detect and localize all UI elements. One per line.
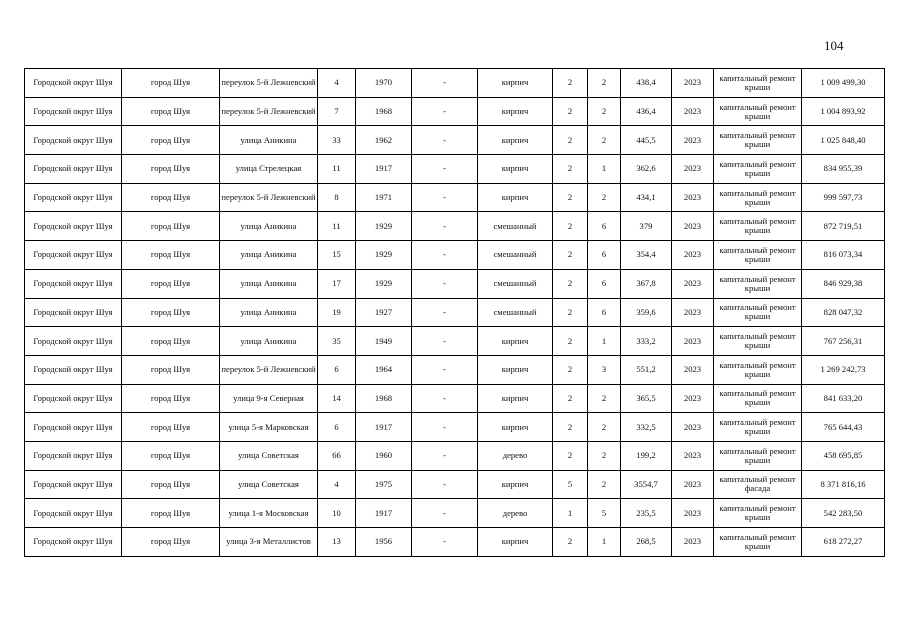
- cell-entrances: 2: [588, 126, 621, 155]
- cell-year-planned: 2023: [672, 69, 714, 98]
- cell-house-number: 6: [318, 413, 356, 442]
- cell-house-number: 14: [318, 384, 356, 413]
- cell-year-built: 1968: [356, 97, 412, 126]
- cell-year-planned: 2023: [672, 126, 714, 155]
- cell-year-built: 1956: [356, 528, 412, 557]
- cell-area: 354,4: [621, 241, 672, 270]
- cell-year-reconstruction: -: [412, 126, 478, 155]
- cell-year-built: 1917: [356, 155, 412, 184]
- cell-work-type: капитальный ремонт крыши: [714, 241, 802, 270]
- cell-house-number: 10: [318, 499, 356, 528]
- cell-wall-material: кирпич: [478, 470, 553, 499]
- cell-street: улица Аникина: [220, 241, 318, 270]
- cell-entrances: 5: [588, 499, 621, 528]
- cell-work-type: капитальный ремонт крыши: [714, 441, 802, 470]
- table-row: [25, 528, 885, 557]
- cell-year-reconstruction: -: [412, 212, 478, 241]
- cell-area: 199,2: [621, 441, 672, 470]
- cell-municipality: Городской округ Шуя: [25, 241, 122, 270]
- cell-settlement: город Шуя: [122, 298, 220, 327]
- cell-settlement: город Шуя: [122, 241, 220, 270]
- cell-floors: 2: [553, 212, 588, 241]
- cell-year-reconstruction: -: [412, 183, 478, 212]
- cell-settlement: город Шуя: [122, 212, 220, 241]
- cell-settlement: город Шуя: [122, 155, 220, 184]
- cell-house-number: 66: [318, 441, 356, 470]
- cell-year-reconstruction: -: [412, 241, 478, 270]
- cell-cost: 841 633,20: [802, 384, 885, 413]
- cell-house-number: 11: [318, 155, 356, 184]
- cell-cost: 767 256,31: [802, 327, 885, 356]
- cell-work-type: капитальный ремонт крыши: [714, 269, 802, 298]
- cell-cost: 1 004 893,92: [802, 97, 885, 126]
- cell-work-type: капитальный ремонт крыши: [714, 384, 802, 413]
- cell-floors: 2: [553, 69, 588, 98]
- cell-municipality: Городской округ Шуя: [25, 327, 122, 356]
- cell-wall-material: смешанный: [478, 212, 553, 241]
- cell-street: переулок 5-й Лежневский: [220, 69, 318, 98]
- cell-floors: 2: [553, 298, 588, 327]
- cell-house-number: 35: [318, 327, 356, 356]
- cell-year-planned: 2023: [672, 212, 714, 241]
- table-row: [25, 241, 885, 270]
- cell-house-number: 7: [318, 97, 356, 126]
- cell-area: 332,5: [621, 413, 672, 442]
- cell-settlement: город Шуя: [122, 69, 220, 98]
- cell-work-type: капитальный ремонт крыши: [714, 126, 802, 155]
- cell-year-reconstruction: -: [412, 470, 478, 499]
- cell-cost: 1 009 499,30: [802, 69, 885, 98]
- cell-municipality: Городской округ Шуя: [25, 499, 122, 528]
- cell-year-reconstruction: -: [412, 269, 478, 298]
- cell-year-planned: 2023: [672, 97, 714, 126]
- table-row: [25, 212, 885, 241]
- cell-wall-material: кирпич: [478, 384, 553, 413]
- cell-municipality: Городской округ Шуя: [25, 183, 122, 212]
- cell-area: 333,2: [621, 327, 672, 356]
- cell-area: 235,5: [621, 499, 672, 528]
- table-row: [25, 126, 885, 155]
- cell-entrances: 2: [588, 97, 621, 126]
- cell-street: улица 5-я Марковская: [220, 413, 318, 442]
- cell-cost: 828 047,32: [802, 298, 885, 327]
- cell-year-built: 1962: [356, 126, 412, 155]
- cell-municipality: Городской округ Шуя: [25, 470, 122, 499]
- table-row: [25, 384, 885, 413]
- cell-year-reconstruction: -: [412, 499, 478, 528]
- cell-entrances: 1: [588, 528, 621, 557]
- cell-work-type: капитальный ремонт крыши: [714, 413, 802, 442]
- cell-cost: 458 695,85: [802, 441, 885, 470]
- table-row: [25, 441, 885, 470]
- cell-wall-material: смешанный: [478, 298, 553, 327]
- cell-year-reconstruction: -: [412, 327, 478, 356]
- cell-wall-material: кирпич: [478, 327, 553, 356]
- cell-settlement: город Шуя: [122, 499, 220, 528]
- table-row: [25, 327, 885, 356]
- cell-area: 367,8: [621, 269, 672, 298]
- cell-street: улица 3-я Металлистов: [220, 528, 318, 557]
- cell-wall-material: кирпич: [478, 528, 553, 557]
- cell-area: 362,6: [621, 155, 672, 184]
- cell-work-type: капитальный ремонт крыши: [714, 355, 802, 384]
- cell-year-planned: 2023: [672, 441, 714, 470]
- cell-wall-material: дерево: [478, 441, 553, 470]
- cell-year-planned: 2023: [672, 327, 714, 356]
- cell-street: улица Аникина: [220, 327, 318, 356]
- cell-entrances: 3: [588, 355, 621, 384]
- cell-year-reconstruction: -: [412, 155, 478, 184]
- cell-municipality: Городской округ Шуя: [25, 355, 122, 384]
- cell-year-reconstruction: -: [412, 69, 478, 98]
- cell-year-built: 1917: [356, 413, 412, 442]
- cell-house-number: 4: [318, 470, 356, 499]
- cell-area: 438,4: [621, 69, 672, 98]
- table-body: [25, 69, 885, 557]
- cell-area: 268,5: [621, 528, 672, 557]
- cell-year-planned: 2023: [672, 155, 714, 184]
- cell-work-type: капитальный ремонт крыши: [714, 327, 802, 356]
- cell-municipality: Городской округ Шуя: [25, 298, 122, 327]
- cell-year-planned: 2023: [672, 528, 714, 557]
- cell-cost: 846 929,38: [802, 269, 885, 298]
- cell-cost: 816 073,34: [802, 241, 885, 270]
- cell-year-planned: 2023: [672, 384, 714, 413]
- cell-street: улица Советская: [220, 441, 318, 470]
- cell-entrances: 1: [588, 155, 621, 184]
- cell-floors: 2: [553, 241, 588, 270]
- cell-year-built: 1975: [356, 470, 412, 499]
- cell-cost: 765 644,43: [802, 413, 885, 442]
- cell-street: улица Аникина: [220, 126, 318, 155]
- table-row: [25, 155, 885, 184]
- cell-street: улица 9-я Северная: [220, 384, 318, 413]
- cell-settlement: город Шуя: [122, 327, 220, 356]
- cell-floors: 2: [553, 269, 588, 298]
- cell-cost: 872 719,51: [802, 212, 885, 241]
- table-row: [25, 298, 885, 327]
- cell-year-planned: 2023: [672, 499, 714, 528]
- cell-entrances: 2: [588, 413, 621, 442]
- cell-area: 359,6: [621, 298, 672, 327]
- cell-year-planned: 2023: [672, 413, 714, 442]
- cell-wall-material: кирпич: [478, 183, 553, 212]
- table-row: [25, 69, 885, 98]
- cell-floors: 2: [553, 528, 588, 557]
- cell-settlement: город Шуя: [122, 413, 220, 442]
- cell-year-reconstruction: -: [412, 441, 478, 470]
- cell-wall-material: кирпич: [478, 413, 553, 442]
- housing-repair-table: [24, 68, 885, 557]
- cell-wall-material: смешанный: [478, 269, 553, 298]
- cell-floors: 2: [553, 384, 588, 413]
- cell-municipality: Городской округ Шуя: [25, 441, 122, 470]
- cell-cost: 1 269 242,73: [802, 355, 885, 384]
- cell-work-type: капитальный ремонт крыши: [714, 155, 802, 184]
- cell-street: переулок 5-й Лежневский: [220, 183, 318, 212]
- cell-year-reconstruction: -: [412, 298, 478, 327]
- cell-wall-material: кирпич: [478, 69, 553, 98]
- cell-municipality: Городской округ Шуя: [25, 155, 122, 184]
- cell-cost: 8 371 816,16: [802, 470, 885, 499]
- cell-street: улица Аникина: [220, 269, 318, 298]
- cell-street: улица Аникина: [220, 298, 318, 327]
- cell-cost: 834 955,39: [802, 155, 885, 184]
- table-row: [25, 499, 885, 528]
- table-row: [25, 183, 885, 212]
- cell-settlement: город Шуя: [122, 441, 220, 470]
- cell-house-number: 4: [318, 69, 356, 98]
- cell-street: переулок 5-й Лежневский: [220, 97, 318, 126]
- cell-house-number: 11: [318, 212, 356, 241]
- table-row: [25, 470, 885, 499]
- cell-floors: 2: [553, 355, 588, 384]
- cell-municipality: Городской округ Шуя: [25, 269, 122, 298]
- cell-floors: 5: [553, 470, 588, 499]
- cell-year-planned: 2023: [672, 269, 714, 298]
- cell-year-planned: 2023: [672, 183, 714, 212]
- cell-work-type: капитальный ремонт крыши: [714, 298, 802, 327]
- cell-settlement: город Шуя: [122, 269, 220, 298]
- cell-entrances: 2: [588, 384, 621, 413]
- cell-wall-material: смешанный: [478, 241, 553, 270]
- table-row: [25, 355, 885, 384]
- table-row: [25, 97, 885, 126]
- cell-work-type: капитальный ремонт крыши: [714, 97, 802, 126]
- cell-area: 379: [621, 212, 672, 241]
- cell-cost: 618 272,27: [802, 528, 885, 557]
- cell-work-type: капитальный ремонт крыши: [714, 212, 802, 241]
- cell-house-number: 6: [318, 355, 356, 384]
- cell-settlement: город Шуя: [122, 470, 220, 499]
- cell-house-number: 13: [318, 528, 356, 557]
- cell-year-built: 1964: [356, 355, 412, 384]
- cell-house-number: 33: [318, 126, 356, 155]
- cell-wall-material: кирпич: [478, 126, 553, 155]
- cell-year-planned: 2023: [672, 355, 714, 384]
- cell-floors: 2: [553, 126, 588, 155]
- cell-area: 365,5: [621, 384, 672, 413]
- cell-house-number: 15: [318, 241, 356, 270]
- cell-settlement: город Шуя: [122, 384, 220, 413]
- cell-work-type: капитальный ремонт крыши: [714, 528, 802, 557]
- cell-municipality: Городской округ Шуя: [25, 528, 122, 557]
- cell-floors: 2: [553, 413, 588, 442]
- cell-work-type: капитальный ремонт крыши: [714, 183, 802, 212]
- cell-area: 3554,7: [621, 470, 672, 499]
- cell-year-built: 1927: [356, 298, 412, 327]
- cell-year-built: 1949: [356, 327, 412, 356]
- cell-street: улица Советская: [220, 470, 318, 499]
- cell-entrances: 2: [588, 69, 621, 98]
- cell-entrances: 6: [588, 269, 621, 298]
- cell-work-type: капитальный ремонт крыши: [714, 499, 802, 528]
- cell-work-type: капитальный ремонт крыши: [714, 69, 802, 98]
- cell-entrances: 1: [588, 327, 621, 356]
- cell-wall-material: кирпич: [478, 155, 553, 184]
- cell-area: 551,2: [621, 355, 672, 384]
- cell-year-planned: 2023: [672, 241, 714, 270]
- cell-settlement: город Шуя: [122, 97, 220, 126]
- cell-entrances: 2: [588, 183, 621, 212]
- cell-cost: 1 025 848,40: [802, 126, 885, 155]
- cell-year-built: 1968: [356, 384, 412, 413]
- cell-year-planned: 2023: [672, 470, 714, 499]
- cell-year-reconstruction: -: [412, 528, 478, 557]
- cell-settlement: город Шуя: [122, 355, 220, 384]
- cell-entrances: 6: [588, 212, 621, 241]
- cell-settlement: город Шуя: [122, 183, 220, 212]
- cell-floors: 2: [553, 183, 588, 212]
- cell-street: улица Аникина: [220, 212, 318, 241]
- table-row: [25, 269, 885, 298]
- cell-house-number: 19: [318, 298, 356, 327]
- cell-year-built: 1929: [356, 212, 412, 241]
- cell-street: улица Стрелецкая: [220, 155, 318, 184]
- cell-year-reconstruction: -: [412, 97, 478, 126]
- cell-wall-material: кирпич: [478, 355, 553, 384]
- cell-floors: 2: [553, 327, 588, 356]
- cell-cost: 542 283,50: [802, 499, 885, 528]
- cell-entrances: 2: [588, 470, 621, 499]
- cell-year-reconstruction: -: [412, 384, 478, 413]
- cell-entrances: 2: [588, 441, 621, 470]
- cell-area: 436,4: [621, 97, 672, 126]
- cell-floors: 1: [553, 499, 588, 528]
- cell-year-planned: 2023: [672, 298, 714, 327]
- cell-work-type: капитальный ремонт фасада: [714, 470, 802, 499]
- cell-house-number: 8: [318, 183, 356, 212]
- cell-wall-material: дерево: [478, 499, 553, 528]
- cell-entrances: 6: [588, 241, 621, 270]
- cell-year-reconstruction: -: [412, 355, 478, 384]
- cell-year-built: 1960: [356, 441, 412, 470]
- cell-settlement: город Шуя: [122, 528, 220, 557]
- cell-municipality: Городской округ Шуя: [25, 97, 122, 126]
- cell-floors: 2: [553, 155, 588, 184]
- cell-year-reconstruction: -: [412, 413, 478, 442]
- page-number: 104: [824, 38, 844, 53]
- cell-floors: 2: [553, 97, 588, 126]
- cell-year-built: 1917: [356, 499, 412, 528]
- cell-area: 445,5: [621, 126, 672, 155]
- cell-wall-material: кирпич: [478, 97, 553, 126]
- cell-street: переулок 5-й Лежневский: [220, 355, 318, 384]
- cell-area: 434,1: [621, 183, 672, 212]
- cell-cost: 999 597,73: [802, 183, 885, 212]
- cell-year-built: 1971: [356, 183, 412, 212]
- table-row: [25, 413, 885, 442]
- cell-street: улица 1-я Московская: [220, 499, 318, 528]
- cell-municipality: Городской округ Шуя: [25, 69, 122, 98]
- cell-year-built: 1970: [356, 69, 412, 98]
- cell-floors: 2: [553, 441, 588, 470]
- cell-year-built: 1929: [356, 241, 412, 270]
- cell-house-number: 17: [318, 269, 356, 298]
- cell-municipality: Городской округ Шуя: [25, 413, 122, 442]
- cell-municipality: Городской округ Шуя: [25, 126, 122, 155]
- cell-municipality: Городской округ Шуя: [25, 384, 122, 413]
- cell-municipality: Городской округ Шуя: [25, 212, 122, 241]
- cell-year-built: 1929: [356, 269, 412, 298]
- cell-settlement: город Шуя: [122, 126, 220, 155]
- cell-entrances: 6: [588, 298, 621, 327]
